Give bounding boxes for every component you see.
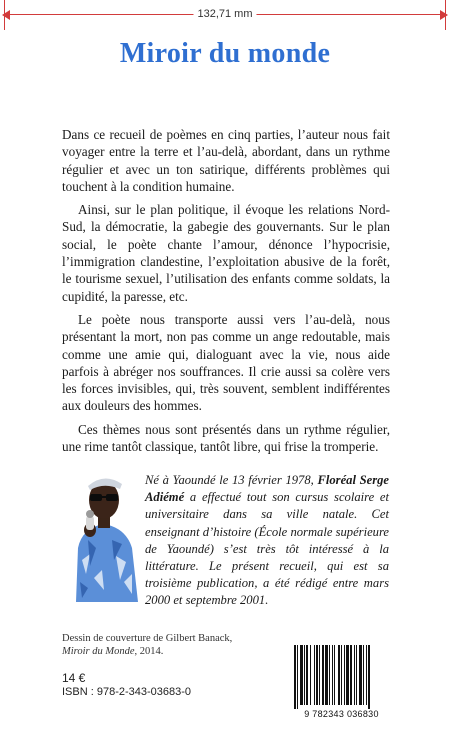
artwork-title: Miroir du Monde [62,645,135,657]
isbn-label: ISBN : 978-2-343-03683-0 [62,686,192,698]
ruler-measurement: 132,71 mm [193,7,256,21]
arrow-right-icon [440,10,448,20]
price-label: 14 € [62,671,86,685]
arrow-left-icon [2,10,10,20]
author-photo [68,470,142,602]
author-name: Floréal Serge Adiémé [145,473,389,505]
barcode [292,645,391,709]
bio-intro: Né à Yaoundé le 13 février 1978, [145,473,318,487]
dimension-ruler [0,0,450,30]
artwork-year: , 2014. [134,645,164,657]
book-title: Miroir du monde [119,38,331,69]
blurb-paragraph: Dans ce recueil de poèmes en cinq parties, l’auteur nous fait voyager entre la terre et l’au-delà, abordant, dans un rythme régulier et avec un ton satirique, différents problèmes qui touchent à la condition humaine. [62,127,390,194]
bio-text: a effectué tout son cursus scolaire et universitaire dans sa ville natale. Cet enseignant d’histoire (École normale supérieure de Yaoundé) s’est très tôt intéressé à la littérature. Le présent recueil, qui est sa troisième publication, a été rédigé entre mars 2000 et septembre 2001. [145,490,389,608]
back-cover-blurb [62,126,390,461]
blurb-paragraph: Ainsi, sur le plan politique, il évoque les relations Nord-Sud, la démocratie, la gabegie des gouvernants. Sur le plan social, le poète chante l’amour, dénonce l’hypocrisie, l’immigration clandestine, l’exploitation abusive de la forêt, le tourisme sexuel, l’utilisation des enfants comme soldats, la cupidité, la paresse, etc. [62,202,390,304]
cover-credit [62,633,282,658]
blurb-paragraph: Ces thèmes nous sont présentés dans un rythme régulier, une rime tantôt classique, tantôt libre, qui frise la tromperie. [62,421,390,455]
author-bio [145,472,389,610]
credit-line: Dessin de couverture de Gilbert Banack, [62,633,233,644]
barcode-number: 9 782343 036830 [304,709,379,719]
credit-line-artwork [62,646,282,659]
blurb-paragraph: Le poète nous transporte aussi vers l’au-delà, nous présentant la mort, non pas comme un ange redoutable, mais comme une amie qui, dialoguant avec la vie, nous aide parfois à abréger nos souffrances. Il crie aussi sa colère vers les forces invisibles, qui, très souvent, semblent indifférentes aux douleurs des hommes. [62,311,390,414]
